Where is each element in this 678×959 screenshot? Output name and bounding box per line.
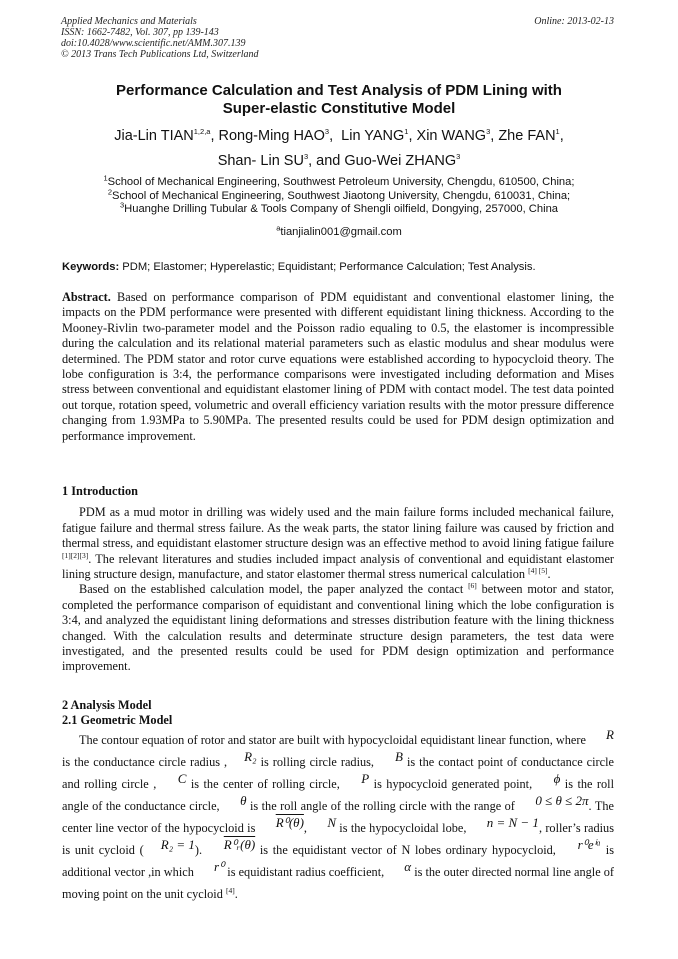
text-run: The contour equation of rotor and stator are built with hypocycloidal equidistant linear function, where <box>79 732 590 747</box>
author-sup: 3 <box>324 127 330 137</box>
affiliation-sup: 2 <box>107 186 113 196</box>
citation[interactable]: [1][2][3] <box>62 550 89 560</box>
math-symbol: R₂ = 1 <box>160 836 195 852</box>
affiliation-2 <box>60 186 618 204</box>
author-name: Rong-Ming HAO <box>218 128 325 144</box>
section-heading: 1 Introduction <box>62 484 138 498</box>
text-run: is the center of rolling circle, <box>186 776 345 791</box>
copyright-line: © 2013 Trans Tech Publications Ltd, Switzerland <box>61 49 259 60</box>
author-name: Guo-Wei ZHANG <box>344 153 457 169</box>
math-symbol: N <box>327 814 336 830</box>
keywords-text: PDM; Elastomer; Hyperelastic; Equidistant; Performance Calculation; Test Analysis. <box>119 261 536 273</box>
affiliation-3 <box>60 200 618 217</box>
math-symbol: R <box>606 726 614 742</box>
email-sup: a <box>276 223 281 233</box>
math-symbol: n = N − 1 <box>486 814 539 830</box>
text-run: between motor and stator, completed the performance comparison of equidistant and conventional lining which the lobe configuration is 3:4, and analyzed the equidistant lining deformations and stresses distribution feature with the lining thickness changed. With the calculation results and determinate structure design parameters, the test data were investigated, and the presented results could be used for PDM design optimization and performance improvement. <box>62 582 614 674</box>
math-symbol: r⁰eⁱᵅ <box>577 836 602 852</box>
math-symbol: α <box>404 858 412 874</box>
author-sup: 3 <box>456 152 461 162</box>
text-run: is the hypocycloidal lobe, <box>335 820 470 835</box>
math-symbol: B <box>395 748 403 764</box>
text-run: . <box>234 886 238 901</box>
title-line-1: Performance Calculation and Test Analysis of PDM Lining with <box>116 82 562 99</box>
math-symbol: θ <box>240 792 247 808</box>
text-run: PDM as a mud motor in drilling was widely used and the main failure forms included mechanical failure, fatigue failure and thermal stress failure. As the weak parts, the stator lining failure was caused by friction and thermal stress, and equidistant elastomer structure design was an effective method to avoid lining fatigue failure <box>62 505 614 551</box>
citation[interactable]: [4] <box>225 885 235 895</box>
author-sup: 1 <box>404 127 409 137</box>
math-symbol: C <box>177 770 187 786</box>
text-run: is hypocycloid generated point, <box>369 776 537 791</box>
section-heading: 2 Analysis Model <box>62 698 152 712</box>
text-run: , roller’s radius is unit cycloid ( <box>62 820 614 857</box>
text-run: is the outer directed normal line angle of moving point on the unit cycloid <box>62 864 615 901</box>
text-run: . <box>547 567 551 582</box>
text-run: . The center line vector of the hypocycloid is <box>62 798 614 835</box>
math-symbol: r⁰ <box>213 858 225 874</box>
section-introduction <box>62 484 614 675</box>
title-line-2: Super-elastic Constitutive Model <box>222 100 456 117</box>
math-symbol: R⁰ᵣ(θ) <box>223 836 256 852</box>
author-sup: 1 <box>555 127 560 137</box>
section-analysis-model <box>62 698 614 905</box>
abstract-label: Abstract. <box>62 290 111 304</box>
author-line-2: Shan- Lin $SU^3$, and Guo-Wei ZHANG$^3$ <box>217 152 461 169</box>
text-run: is the roll angle of the rolling circle with the range of <box>246 798 519 813</box>
paper-title <box>60 82 618 118</box>
contact-email[interactable] <box>60 223 618 238</box>
text-run: is the roll angle of the conductance circle, <box>62 776 615 813</box>
keywords <box>62 261 618 273</box>
text-run: Based on the established calculation model, the paper analyzed the contact <box>79 582 469 597</box>
math-symbol: R₂ <box>244 748 257 764</box>
author-line-1: Jia-Lin TIAN$^{1,2,a}$, Rong-Ming HAO$^3$, Lin YANG$^1$, Xin WANG$^3$, Zhe FAN$^1$, <box>114 127 564 144</box>
text-run: is rolling circle radius, <box>256 754 379 769</box>
author-sup: 3 <box>303 152 309 162</box>
keywords-label: Keywords: <box>62 261 120 273</box>
affiliation-sup: 1 <box>103 173 108 183</box>
text-run: is the contact point of conductance circle and rolling circle , <box>62 754 614 791</box>
email-text[interactable]: tianjialin001@gmail.com <box>280 226 402 238</box>
text-run: is additional vector ,in which <box>62 842 614 879</box>
math-symbol: R⁰(θ) <box>275 814 304 830</box>
author-sup: 3 <box>486 127 491 137</box>
online-date: Online: 2013-02-13 <box>534 16 614 27</box>
issn-line: ISSN: 1662-7482, Vol. 307, pp 139-143 <box>61 27 219 38</box>
author-name: Zhe FAN <box>498 128 556 144</box>
author-list <box>60 124 618 174</box>
affiliation-sup: 3 <box>119 200 125 210</box>
journal-name: Applied Mechanics and Materials <box>61 16 197 27</box>
affiliation-text: Huanghe Drilling Tubular & Tools Company of Shengli oilfield, Dongying, 257000, China <box>124 203 559 215</box>
abstract <box>62 290 614 444</box>
text-run: is the conductance circle radius , <box>62 754 228 769</box>
affiliations <box>60 173 618 217</box>
journal-header <box>61 16 614 60</box>
author-sup: 1,2,a <box>193 127 211 137</box>
affiliation-text: School of Mechanical Engineering, Southwest Petroleum University, Chengdu, 610500, China; <box>107 176 575 188</box>
author-name: Lin YANG <box>341 128 405 144</box>
text-run: ). <box>194 842 207 857</box>
affiliation-text: School of Mechanical Engineering, Southwest Jiaotong University, Chengdu, 610031, China; <box>112 189 571 202</box>
intro-paragraph-1 <box>62 505 614 582</box>
affiliation-1 <box>60 173 618 190</box>
author-name: Shan- Lin SU <box>217 153 304 169</box>
text-run: is equidistant radius coefficient, <box>224 864 388 879</box>
text-run: , <box>303 820 311 835</box>
math-symbol: P <box>361 770 370 786</box>
intro-paragraph-2 <box>62 582 614 674</box>
citation[interactable]: [4] [5] <box>528 565 548 575</box>
math-symbol: 0 ≤ θ ≤ 2π <box>535 792 589 808</box>
geometric-model-paragraph <box>62 726 615 905</box>
author-name: Xin WANG <box>416 128 487 144</box>
citation[interactable]: [6] <box>468 581 477 591</box>
abstract-text: Based on performance comparison of PDM equidistant and conventional elastomer lining, the impacts on the PDM performance were presented with different equidistant lining thickness. According to the Mooney-Rivlin two-parameter model and the Poisson radio equaling to 0.5, the elastomer is incompressible during the calculation and its relational material parameters such as elastic modulus and shear modulus were determined. The PDM stator and rotor curve equations were established according to hypocycloid theory. The lobe configuration is 3:4, the performance comparisons were investigated including deformation and Mises stress between conventional and equidistant elastomer lining of PDM with contact model. The test data pointed out torque, rotation speed, volumetric and overall efficiency variation results with the motor pressure difference changing from 1.93MPa to 5.90MPa. The presented results could be used for PDM design optimization and performance improvement. <box>62 290 614 443</box>
subsection-heading: 2.1 Geometric Model <box>62 713 173 728</box>
math-symbol: ϕ <box>553 770 561 786</box>
doi-line: doi:10.4028/www.scientific.net/AMM.307.139 <box>61 38 246 49</box>
author-name: Jia-Lin TIAN <box>114 128 194 144</box>
text-run: . The relevant literatures and studies included impact analysis of conventional and equidistant elastomer lining structure design, manufacture, and stator elastomer thermal stress numerical calculation <box>62 551 614 582</box>
text-run: is the equidistant vector of N lobes ordinary hypocycloid, <box>255 842 561 857</box>
